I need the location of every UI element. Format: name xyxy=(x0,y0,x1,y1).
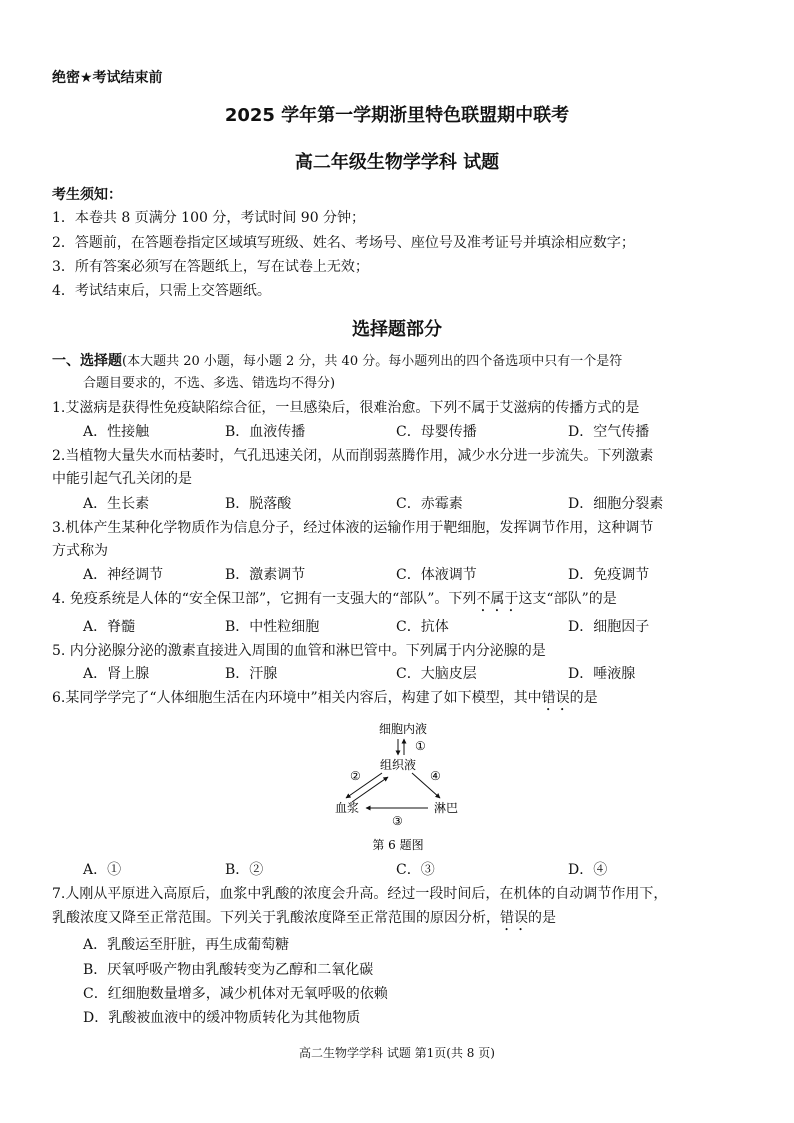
section-intro-text: (本大题共 20 小题，每小题 2 分，共 40 分。每小题列出的四个备选项中只有一个是符 xyxy=(122,354,623,369)
question-3-stem-cont: 方式称为 xyxy=(52,543,108,559)
q4-option-d: D．细胞因子 xyxy=(568,619,650,635)
question-1-stem: 1.艾滋病是获得性免疫缺陷综合征，一旦感染后，很难治愈。下列不属于艾滋病的传播方式的是 xyxy=(52,400,640,416)
q7-option-c: C．红细胞数量增多，减少机体对无氧呼吸的依赖 xyxy=(83,986,388,1002)
q1-option-c: C．母婴传播 xyxy=(396,424,477,440)
q5-option-d: D．唾液腺 xyxy=(568,666,636,682)
q2-option-a: A．生长素 xyxy=(83,496,150,512)
notice-item: 4．考试结束后，只需上交答题纸。 xyxy=(52,283,271,299)
q7-option-a: A．乳酸运至肝脏，再生成葡萄糖 xyxy=(83,937,290,953)
q3-option-c: C．体液调节 xyxy=(396,567,477,583)
q6-option-a: A．① xyxy=(83,862,122,878)
q6-emphasis: 错误 xyxy=(541,690,570,706)
question-3-stem: 3.机体产生某种化学物质作为信息分子，经过体液的运输作用于靶细胞，发挥调节作用，这种调节 xyxy=(52,520,654,536)
internal-environment-diagram xyxy=(320,712,480,860)
node-tissue-fluid: 组织液 xyxy=(379,758,417,772)
q7-emphasis: 错误 xyxy=(500,910,528,926)
section-intro-label: 一、选择题 xyxy=(52,353,122,369)
q3-option-b: B．激素调节 xyxy=(225,567,306,583)
node-cell-fluid: 细胞内液 xyxy=(378,722,428,736)
q7-stem-part: 的是 xyxy=(528,910,556,926)
q7-option-b: B．厌氧呼吸产物由乳酸转变为乙醇和二氧化碳 xyxy=(83,962,374,978)
label-4: ④ xyxy=(430,769,441,783)
q2-option-d: D．细胞分裂素 xyxy=(568,496,664,512)
q4-option-b: B．中性粒细胞 xyxy=(225,619,320,635)
q3-option-a: A．神经调节 xyxy=(83,567,164,583)
q6-option-b: B．② xyxy=(225,862,264,878)
q3-option-d: D．免疫调节 xyxy=(568,567,650,583)
notice-item: 2．答题前，在答题卷指定区域填写班级、姓名、考场号、座位号及准考证号并填涂相应数字； xyxy=(52,235,635,251)
notice-item: 1．本卷共 8 页满分 100 分，考试时间 90 分钟； xyxy=(52,210,366,226)
question-7-stem: 7.人刚从平原进入高原后，血浆中乳酸的浓度会升高。经过一段时间后，在机体的自动调节作用下， xyxy=(52,886,668,902)
notice-item: 3．所有答案必须写在答题纸上，写在试卷上无效； xyxy=(52,259,369,275)
q4-option-a: A．脊髓 xyxy=(83,619,136,635)
question-6-stem xyxy=(52,688,598,714)
question-2-stem: 2.当植物大量失水而枯萎时，气孔迅速关闭，从而削弱蒸腾作用，减少水分进一步流失。下列激素 xyxy=(52,448,654,464)
q2-option-c: C．赤霉素 xyxy=(396,496,463,512)
q5-option-b: B．汗腺 xyxy=(225,666,278,682)
node-lymph: 淋巴 xyxy=(433,801,459,815)
q4-option-c: C．抗体 xyxy=(396,619,449,635)
notice-heading: 考生须知： xyxy=(52,187,122,203)
exam-title: 2025 学年第一学期浙里特色联盟期中联考 xyxy=(224,105,570,126)
q6-option-c: C．③ xyxy=(396,862,435,878)
section-intro xyxy=(52,351,622,372)
q2-option-b: B．脱落酸 xyxy=(225,496,292,512)
q6-option-d: D．④ xyxy=(568,862,608,878)
section-intro-line2: 合题目要求的，不选、多选、错选均不得分) xyxy=(83,376,336,391)
q4-stem-part: 这支“部队”的是 xyxy=(518,591,617,607)
q6-stem-part: 6.某同学学完了“人体细胞生活在内环境中”相关内容后，构建了如下模型，其中 xyxy=(52,690,542,706)
q4-emphasis: 不属于 xyxy=(476,591,519,607)
q5-option-c: C．大脑皮层 xyxy=(396,666,477,682)
q7-option-d: D．乳酸被血液中的缓冲物质转化为其他物质 xyxy=(83,1010,361,1026)
page-footer: 高二生物学学科 试题 第1页(共 8 页) xyxy=(299,1046,495,1060)
label-1: ① xyxy=(415,739,426,753)
question-4-stem xyxy=(52,589,617,615)
q6-stem-part: 的是 xyxy=(569,690,598,706)
node-plasma: 血浆 xyxy=(334,801,360,815)
label-2: ② xyxy=(350,769,361,783)
exam-subtitle: 高二年级生物学学科 试题 xyxy=(294,152,500,173)
confidential-label: 绝密★考试结束前 xyxy=(52,70,163,86)
label-3: ③ xyxy=(392,814,403,828)
q1-option-a: A．性接触 xyxy=(83,424,150,440)
question-5-stem: 5. 内分泌腺分泌的激素直接进入周围的血管和淋巴管中。下列属于内分泌腺的是 xyxy=(52,643,546,659)
q4-stem-part: 4. 免疫系统是人体的“安全保卫部”，它拥有一支强大的“部队”。下列 xyxy=(52,591,477,607)
question-2-stem-cont: 中能引起气孔关闭的是 xyxy=(52,471,192,487)
figure-caption: 第 6 题图 xyxy=(372,838,424,852)
q1-option-d: D．空气传播 xyxy=(568,424,650,440)
question-7-stem-cont xyxy=(52,908,556,934)
q7-stem-part: 乳酸浓度又降至正常范围。下列关于乳酸浓度降至正常范围的原因分析， xyxy=(52,910,500,926)
q5-option-a: A．肾上腺 xyxy=(83,666,150,682)
section-title: 选择题部分 xyxy=(352,319,442,340)
q1-option-b: B．血液传播 xyxy=(225,424,306,440)
